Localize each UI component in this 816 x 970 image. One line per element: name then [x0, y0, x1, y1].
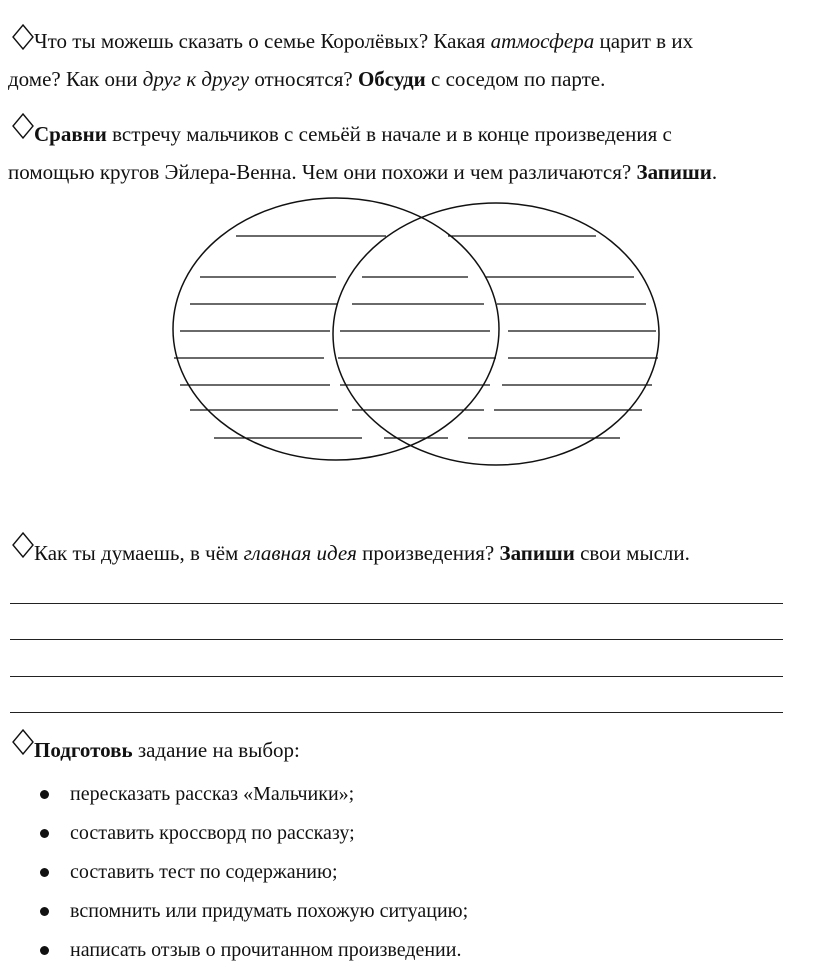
task-text: помощью кругов Эйлера-Венна. Чем они похожи и чем различаются? Запиши. [8, 160, 718, 184]
options-list [40, 775, 468, 970]
bullet-dot-icon [40, 829, 49, 838]
list-item: пересказать рассказ «Мальчики»; [40, 775, 468, 814]
answer-line[interactable] [10, 639, 783, 640]
task-text: Что ты можешь сказать о семье Королёвых? Какая атмосфера царит в их [34, 29, 694, 53]
answer-line[interactable] [10, 712, 783, 713]
task-main-idea [8, 534, 788, 572]
answer-line[interactable] [10, 676, 783, 677]
list-item: составить тест по содержанию; [40, 853, 468, 892]
venn-left-circle [173, 198, 499, 460]
task-text: Подготовь задание на выбор: [34, 738, 300, 762]
answer-line[interactable] [10, 603, 783, 604]
task-text: Как ты думаешь, в чём главная идея произведения? Запиши свои мысли. [34, 541, 690, 565]
task-text: Сравни встречу мальчиков с семьёй в начале и в конце произведения с [34, 122, 672, 146]
bullet-dot-icon [40, 790, 49, 799]
task-prepare-choice [8, 731, 788, 769]
bullet-dot-icon [40, 868, 49, 877]
task-text: доме? Как они друг к другу относятся? Обсуди с соседом по парте. [8, 67, 606, 91]
venn-diagram [0, 180, 816, 500]
bullet-dot-icon [40, 946, 49, 955]
list-item: вспомнить или придумать похожую ситуацию; [40, 892, 468, 931]
venn-writing-lines [174, 236, 658, 438]
venn-right-circle [333, 203, 659, 465]
task-discuss-family [8, 22, 788, 98]
list-item: составить кроссворд по рассказу; [40, 814, 468, 853]
list-item: написать отзыв о прочитанном произведении. [40, 931, 468, 970]
bullet-dot-icon [40, 907, 49, 916]
